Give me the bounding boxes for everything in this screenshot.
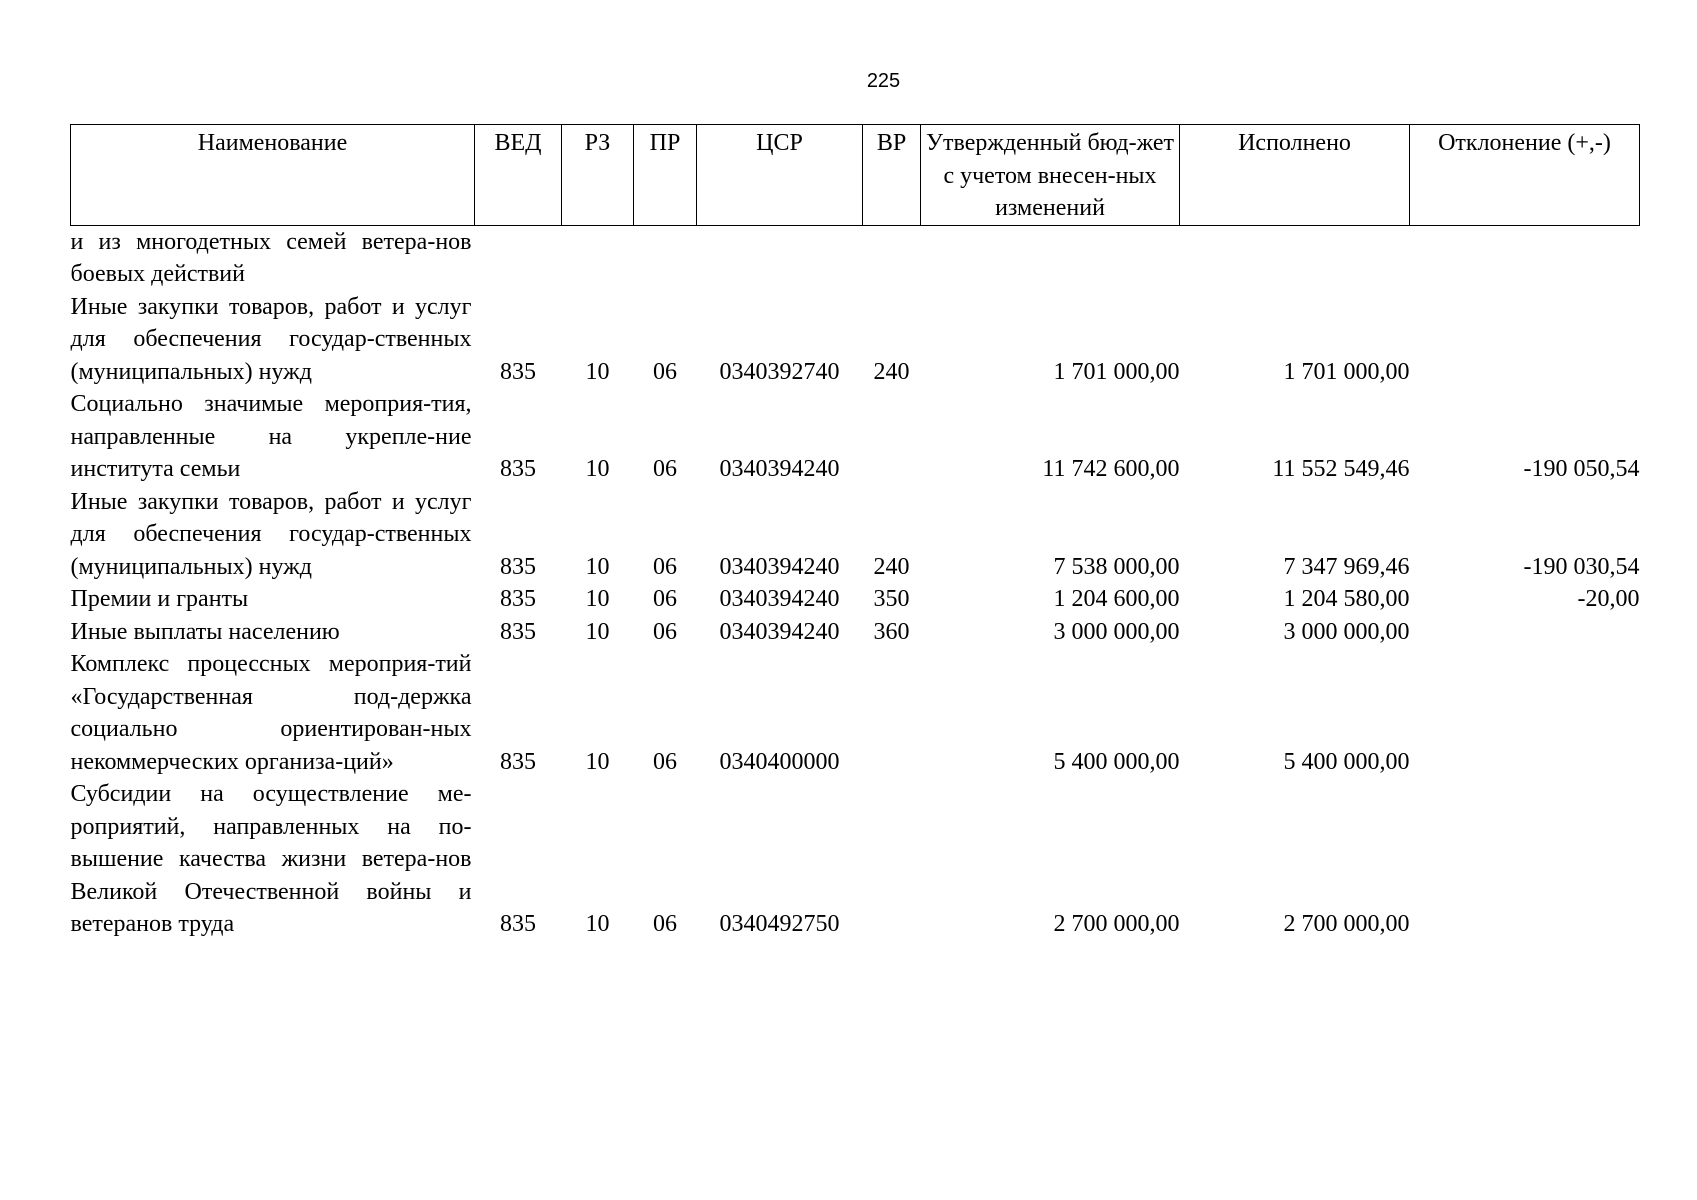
header-vr: ВР [863, 125, 921, 226]
table-row [71, 388, 1640, 486]
cell-approved: 11 742 600,00 [1042, 456, 1180, 482]
cell-rz: 10 [585, 456, 610, 482]
cell-name: Социально значимые мероприя-тия, направленные на укрепле-ние института семьи [70, 391, 472, 482]
cell-rz: 10 [585, 911, 610, 937]
cell-approved: 2 700 000,00 [1053, 911, 1180, 937]
cell-name: и из многодетных семей ветера-нов боевых действий [70, 228, 472, 287]
cell-pr: 06 [653, 586, 677, 612]
header-rz: РЗ [562, 125, 634, 226]
cell-csr: 0340400000 [719, 748, 840, 775]
cell-executed: 3 000 000,00 [1283, 618, 1410, 645]
table-row [71, 486, 1640, 584]
header-executed: Исполнено [1180, 125, 1410, 226]
header-csr: ЦСР [697, 125, 863, 226]
cell-vr: 240 [873, 553, 910, 580]
cell-pr: 06 [653, 358, 677, 385]
table-row [71, 583, 1640, 616]
cell-csr: 0340492750 [719, 911, 840, 937]
cell-ved: 835 [500, 456, 536, 482]
cell-ved: 835 [500, 358, 536, 385]
cell-csr: 0340394240 [719, 456, 840, 482]
cell-csr: 0340394240 [719, 618, 840, 645]
cell-pr: 06 [653, 748, 677, 775]
cell-deviation [1410, 648, 1640, 778]
cell-csr [697, 225, 863, 291]
cell-vr [863, 225, 921, 291]
cell-deviation: -20,00 [1577, 586, 1640, 612]
cell-pr: 06 [653, 911, 677, 937]
header-approved: Утвержденный бюд-жет с учетом внесен-ных изменений [921, 125, 1180, 226]
cell-executed [1180, 225, 1410, 291]
cell-vr: 240 [873, 358, 910, 385]
cell-executed: 1 701 000,00 [1283, 358, 1410, 385]
cell-csr: 0340392740 [719, 358, 840, 385]
cell-deviation [1410, 291, 1640, 389]
header-name: Наименование [71, 125, 475, 226]
cell-name: Иные закупки товаров, работ и услуг для обеспечения государ-ственных (муниципальных) нужд [70, 293, 472, 385]
cell-vr [863, 778, 921, 941]
cell-name: Комплекс процессных мероприя-тий «Государственная под-держка социально ориентирован-ных некоммерческих организа-ций» [70, 651, 472, 775]
cell-csr: 0340394240 [719, 586, 840, 612]
cell-approved: 7 538 000,00 [1053, 553, 1180, 580]
table-row [71, 225, 1640, 291]
cell-vr: 360 [873, 618, 910, 645]
table-row [71, 778, 1640, 941]
cell-name: Субсидии на осуществление ме-роприятий, направленных на по-вышение качества жизни ветера-нов Великой Отечественной войны и ветеранов труда [70, 781, 472, 937]
cell-vr [863, 648, 921, 778]
table-body [71, 225, 1640, 941]
page-number: 225 [866, 70, 901, 92]
header-ved: ВЕД [475, 125, 562, 226]
cell-pr: 06 [653, 553, 677, 580]
cell-executed: 2 700 000,00 [1283, 911, 1410, 937]
cell-vr: 350 [873, 586, 910, 612]
table-row [71, 291, 1640, 389]
cell-name: Премии и гранты [70, 586, 249, 612]
cell-deviation: -190 030,54 [1523, 553, 1640, 580]
cell-rz: 10 [585, 748, 610, 775]
cell-ved: 835 [500, 911, 536, 937]
cell-deviation [1410, 225, 1640, 291]
cell-rz [562, 225, 634, 291]
cell-rz: 10 [585, 586, 610, 612]
cell-deviation [1410, 616, 1640, 649]
header-deviation: Отклонение (+,-) [1410, 125, 1640, 226]
cell-ved: 835 [500, 748, 536, 775]
cell-ved: 835 [500, 586, 536, 612]
header-pr: ПР [634, 125, 697, 226]
cell-rz: 10 [585, 618, 610, 645]
cell-approved [921, 225, 1180, 291]
cell-executed: 1 204 580,00 [1283, 586, 1410, 612]
cell-approved: 3 000 000,00 [1053, 618, 1180, 645]
cell-approved: 1 204 600,00 [1053, 586, 1180, 612]
cell-ved: 835 [500, 553, 536, 580]
budget-table [70, 124, 1640, 941]
cell-pr [634, 225, 697, 291]
cell-executed: 5 400 000,00 [1283, 748, 1410, 775]
cell-csr: 0340394240 [719, 553, 840, 580]
cell-rz: 10 [585, 358, 610, 385]
table-row [71, 648, 1640, 778]
cell-executed: 11 552 549,46 [1272, 456, 1410, 482]
cell-pr: 06 [653, 456, 677, 482]
cell-deviation: -190 050,54 [1523, 456, 1640, 482]
cell-rz: 10 [585, 553, 610, 580]
cell-pr: 06 [653, 618, 677, 645]
cell-name: Иные закупки товаров, работ и услуг для обеспечения государ-ственных (муниципальных) нужд [70, 488, 472, 580]
cell-ved: 835 [500, 618, 536, 645]
cell-approved: 1 701 000,00 [1053, 358, 1180, 385]
cell-vr [863, 388, 921, 486]
cell-ved [475, 225, 562, 291]
table-row [71, 616, 1640, 649]
cell-executed: 7 347 969,46 [1283, 553, 1410, 580]
cell-name: Иные выплаты населению [70, 618, 340, 645]
cell-approved: 5 400 000,00 [1053, 748, 1180, 775]
cell-deviation [1410, 778, 1640, 941]
table-header [71, 125, 1640, 226]
